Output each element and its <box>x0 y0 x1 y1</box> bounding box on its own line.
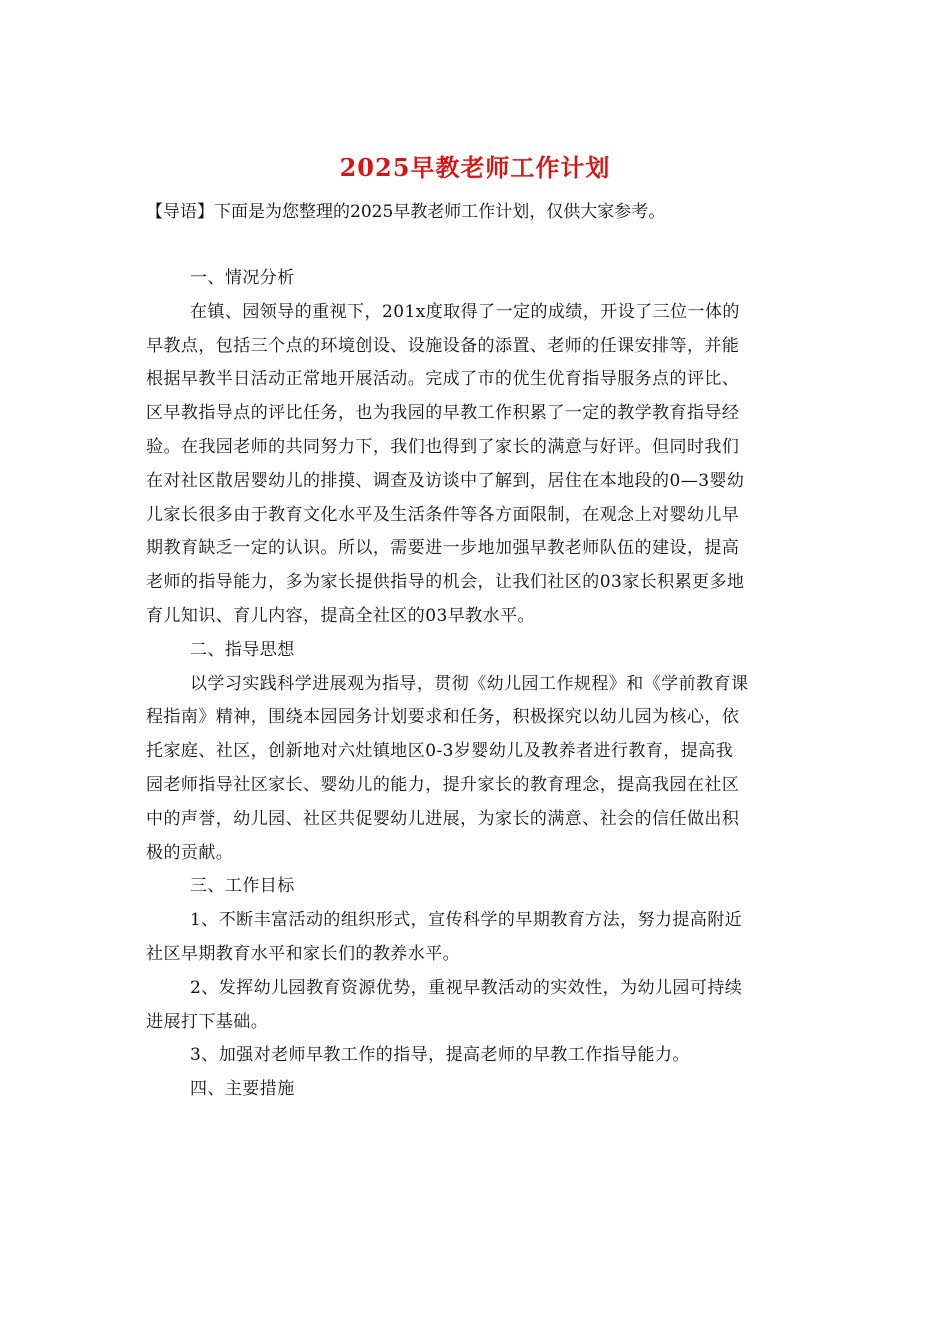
text-line: 区早教指导点的评比任务，也为我园的早教工作积累了一定的教学教育指导经 <box>146 403 740 424</box>
text-line: 2、发挥幼儿园教育资源优势，重视早教活动的实效性，为幼儿园可持续 <box>190 977 743 998</box>
text-line: 早教点，包括三个点的环境创设、设施设备的添置、老师的任课安排等，并能 <box>146 335 740 356</box>
text-line: 二、指导思想 <box>190 639 295 660</box>
text-line: 程指南》精神，围绕本园园务计划要求和任务，积极探究以幼儿园为核心，依 <box>146 707 740 728</box>
text-line: 极的贡献。 <box>146 842 234 863</box>
text-line: 育儿知识、育儿内容，提高全社区的03早教水平。 <box>146 605 535 626</box>
text-line: 在对社区散居婴幼儿的排摸、调查及访谈中了解到，居住在本地段的0—3婴幼 <box>146 470 745 491</box>
text-line: 根据早教半日活动正常地开展活动。完成了市的优生优育指导服务点的评比、 <box>146 369 740 390</box>
intro-paragraph: 【导语】下面是为您整理的2025早教老师工作计划，仅供大家参考。 <box>146 202 666 222</box>
text-line: 进展打下基础。 <box>146 1011 269 1032</box>
text-line: 一、情况分析 <box>190 268 295 288</box>
text-line: 验。在我园老师的共同努力下，我们也得到了家长的满意与好评。但同时我们 <box>146 436 740 457</box>
text-line: 三、工作目标 <box>190 876 295 897</box>
text-line: 儿家长很多由于教育文化水平及生活条件等各方面限制，在观念上对婴幼儿早 <box>146 504 740 525</box>
document-title: 2025早教老师工作计划 <box>339 153 611 182</box>
text-line: 以学习实践科学进展观为指导，贯彻《幼儿园工作规程》和《学前教育课 <box>190 673 749 694</box>
text-line: 四、主要措施 <box>190 1079 295 1100</box>
text-line: 期教育缺乏一定的认识。所以，需要进一步地加强早教老师队伍的建设，提高 <box>146 538 740 559</box>
text-line: 在镇、园领导的重视下，201x度取得了一定的成绩，开设了三位一体的 <box>190 301 740 322</box>
text-line: 3、加强对老师早教工作的指导，提高老师的早教工作指导能力。 <box>190 1045 690 1066</box>
text-line: 中的声誉，幼儿园、社区共促婴幼儿进展，为家长的满意、社会的信任做出积 <box>146 808 740 829</box>
text-line: 老师的指导能力，多为家长提供指导的机会，让我们社区的03家长积累更多地 <box>146 572 745 593</box>
text-line: 社区早期教育水平和家长们的教养水平。 <box>146 943 461 964</box>
text-line: 园老师指导社区家长、婴幼儿的能力，提升家长的教育理念，提高我园在社区 <box>146 774 740 795</box>
text-line: 托家庭、社区，创新地对六灶镇地区0-3岁婴幼儿及教养者进行教育，提高我 <box>146 741 734 762</box>
text-line: 1、不断丰富活动的组织形式，宣传科学的早期教育方法，努力提高附近 <box>190 910 743 931</box>
document-body <box>146 262 806 1107</box>
